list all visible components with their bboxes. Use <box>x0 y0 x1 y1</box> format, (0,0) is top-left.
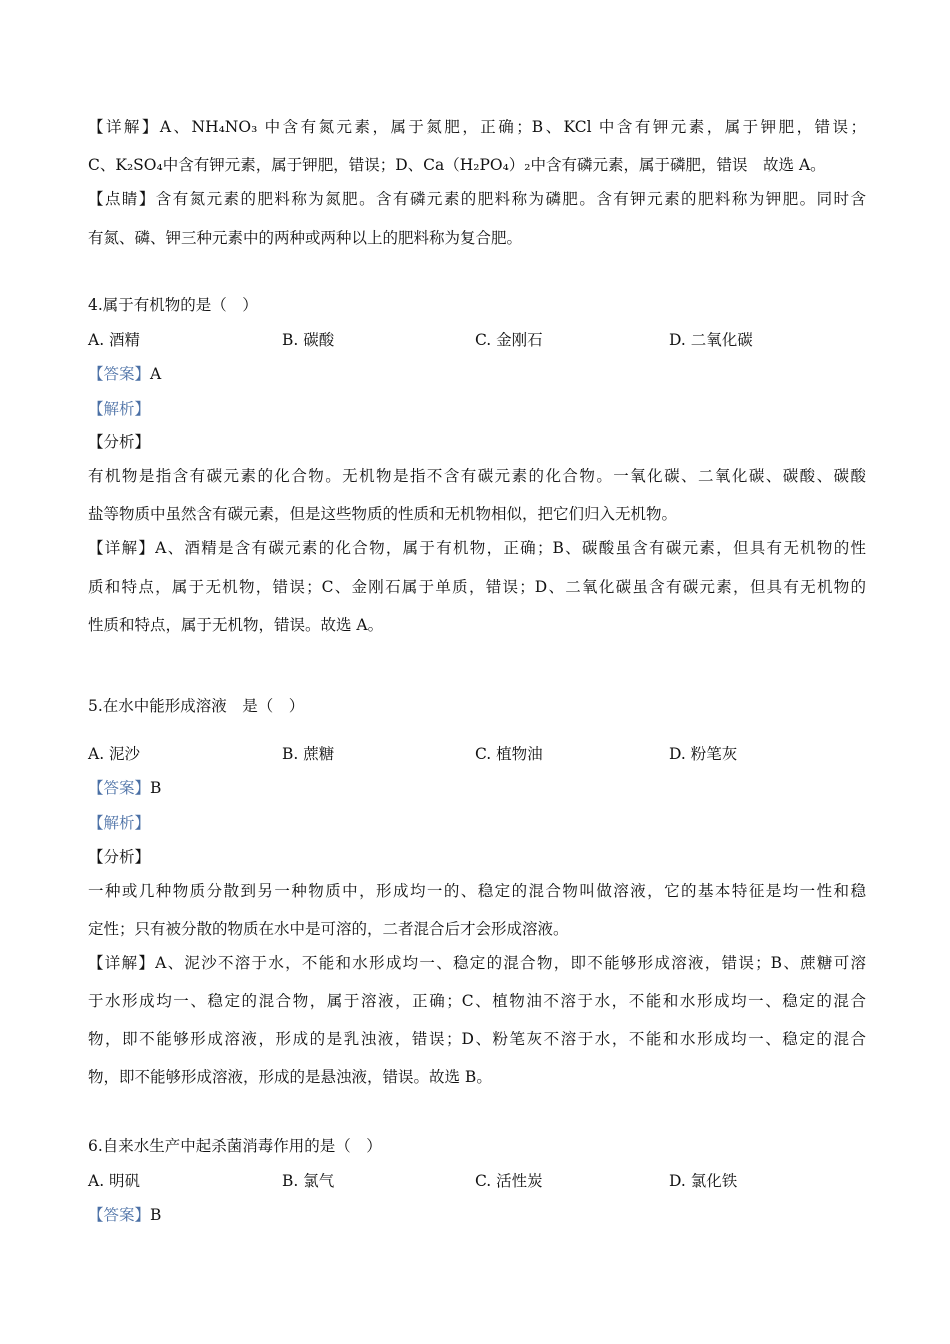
q4-analysis-tag: 【解析】 <box>88 400 151 418</box>
q5-detail-line-1: 【详解】A、泥沙不溶于水，不能和水形成均一、稳定的混合物，即不能够形成溶液，错误；B、蔗糖可溶 <box>88 954 866 972</box>
q6-answer <box>88 1204 866 1226</box>
answer-value: B <box>150 779 162 797</box>
q4-answer <box>88 363 866 385</box>
q3-detail-line-2: C、K₂SO₄中含有钾元素，属于钾肥，错误；D、Ca（H₂PO₄）₂中含有磷元素，属于磷肥，错误 故选 A。 <box>88 156 826 174</box>
q5-fenxi-line-1: 一种或几种物质分散到另一种物质中，形成均一的、稳定的混合物叫做溶液，它的基本特征是均一性和稳 <box>88 882 866 900</box>
answer-value: A <box>150 365 162 383</box>
q5-detail-line-4: 物，即不能够形成溶液，形成的是悬浊液，错误。故选 B。 <box>88 1068 492 1086</box>
q6-question: 6.自来水生产中起杀菌消毒作用的是（ ） <box>88 1137 382 1155</box>
q3-detail-line-1: 【详解】A、NH₄NO₃ 中含有氮元素，属于氮肥，正确；B、KCl 中含有钾元素，属于钾肥，错误； <box>88 118 866 136</box>
q4-option-b: B. 碳酸 <box>282 331 335 349</box>
q3-tip-line-1: 【点睛】含有氮元素的肥料称为氮肥。含有磷元素的肥料称为磷肥。含有钾元素的肥料称为钾肥。同时含 <box>88 190 866 208</box>
q5-detail-line-2: 于水形成均一、稳定的混合物，属于溶液，正确；C、植物油不溶于水，不能和水形成均一、稳定的混合 <box>88 992 866 1010</box>
q6-option-a: A. 明矾 <box>88 1172 141 1190</box>
answer-tag: 【答案】 <box>88 1206 151 1224</box>
q3-tip-line-2: 有氮、磷、钾三种元素中的两种或两种以上的肥料称为复合肥。 <box>88 229 523 247</box>
q5-option-d: D. 粉笔灰 <box>669 745 738 763</box>
q5-fenxi-tag: 【分析】 <box>88 848 151 866</box>
q4-detail-line-2: 质和特点，属于无机物，错误；C、金刚石属于单质，错误；D、二氧化碳虽含有碳元素，但具有无机物的 <box>88 578 866 596</box>
q6-option-d: D. 氯化铁 <box>669 1172 738 1190</box>
answer-tag: 【答案】 <box>88 365 151 383</box>
q4-question: 4.属于有机物的是（ ） <box>88 296 258 314</box>
q4-option-c: C. 金刚石 <box>475 331 543 349</box>
q5-option-b: B. 蔗糖 <box>282 745 335 763</box>
answer-value: B <box>150 1206 162 1224</box>
q4-fenxi-line-1: 有机物是指含有碳元素的化合物。无机物是指不含有碳元素的化合物。一氧化碳、二氧化碳、碳酸、碳酸 <box>88 467 866 485</box>
q5-question: 5.在水中能形成溶液 是（ ） <box>88 697 305 715</box>
q6-option-b: B. 氯气 <box>282 1172 335 1190</box>
q6-option-c: C. 活性炭 <box>475 1172 543 1190</box>
q4-detail-line-3: 性质和特点，属于无机物，错误。故选 A。 <box>88 616 384 634</box>
q5-option-c: C. 植物油 <box>475 745 543 763</box>
q5-answer <box>88 777 866 799</box>
q5-option-a: A. 泥沙 <box>88 745 141 763</box>
q5-analysis-tag: 【解析】 <box>88 814 151 832</box>
q5-fenxi-line-2: 定性；只有被分散的物质在水中是可溶的，二者混合后才会形成溶液。 <box>88 920 569 938</box>
answer-tag: 【答案】 <box>88 779 151 797</box>
q4-fenxi-tag: 【分析】 <box>88 433 151 451</box>
q4-option-d: D. 二氧化碳 <box>669 331 753 349</box>
q4-option-a: A. 酒精 <box>88 331 141 349</box>
q5-detail-line-3: 物，即不能够形成溶液，形成的是乳浊液，错误；D、粉笔灰不溶于水，不能和水形成均一、稳定的混合 <box>88 1030 866 1048</box>
q4-fenxi-line-2: 盐等物质中虽然含有碳元素，但是这些物质的性质和无机物相似，把它们归入无机物。 <box>88 505 678 523</box>
q4-detail-line-1: 【详解】A、酒精是含有碳元素的化合物，属于有机物，正确；B、碳酸虽含有碳元素，但具有无机物的性 <box>88 539 866 557</box>
